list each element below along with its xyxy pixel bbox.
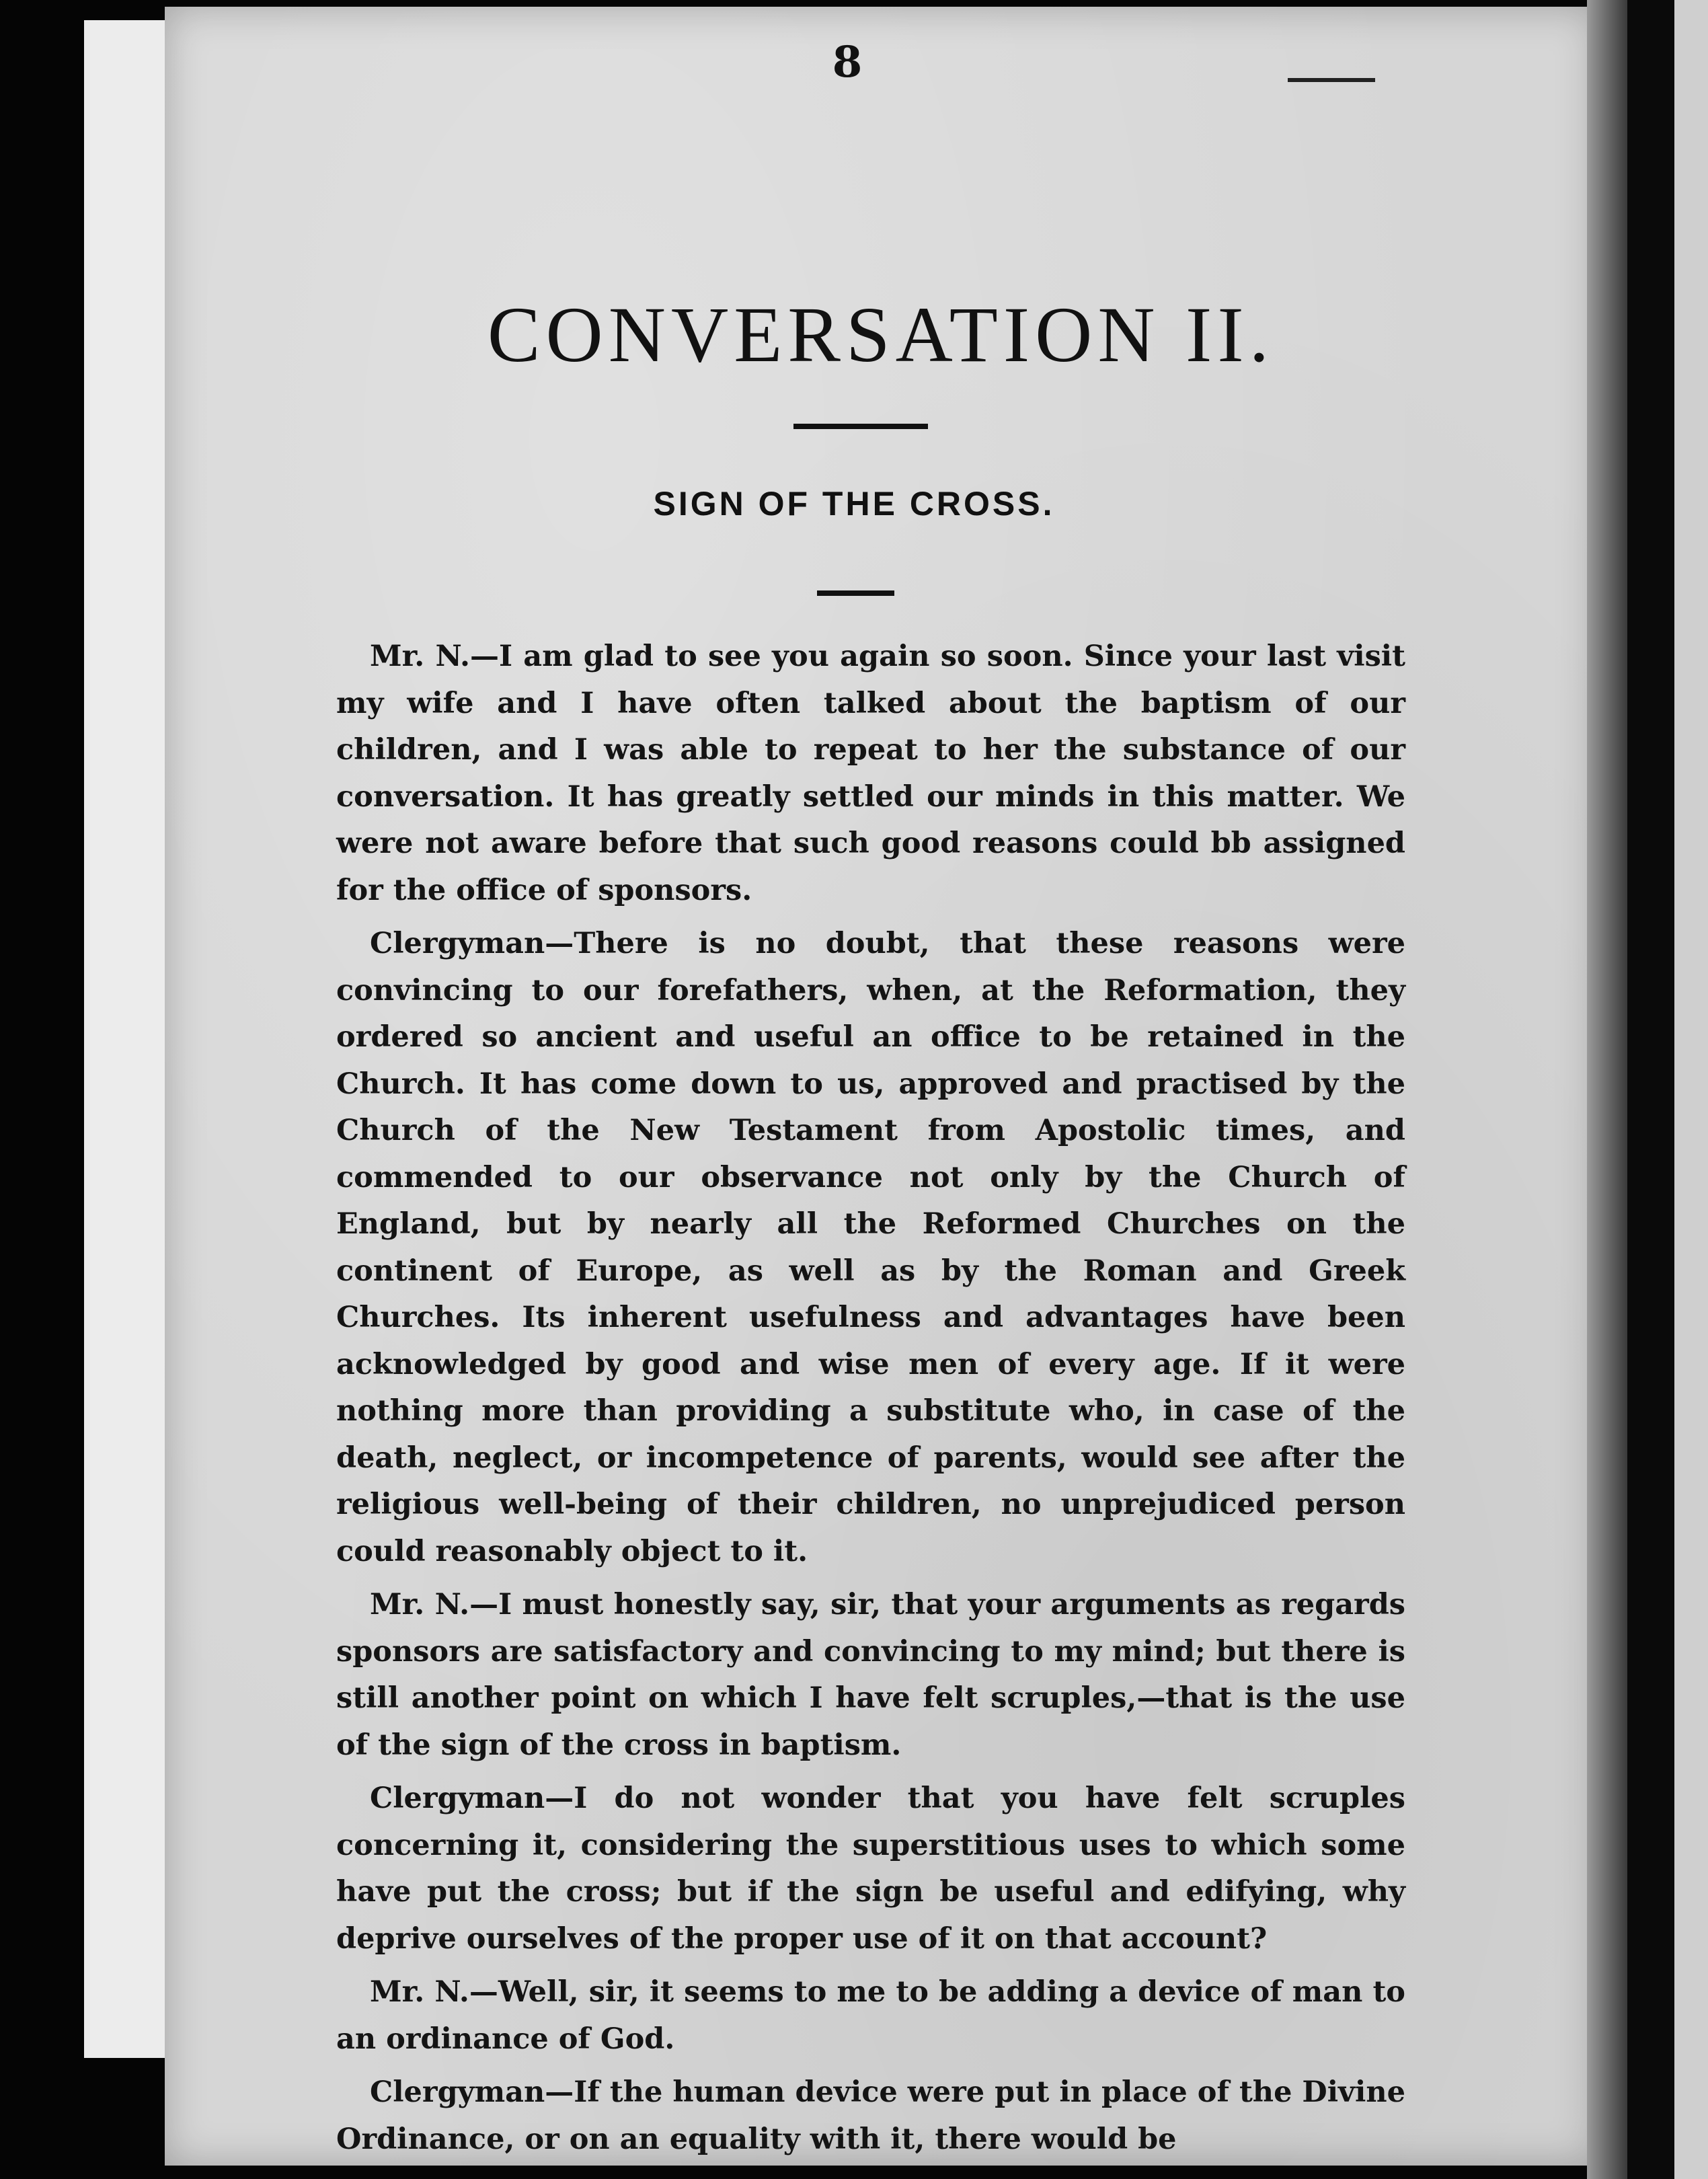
title-rule [793,424,928,429]
corner-mark [1288,67,1375,82]
paragraph: Mr. N.—I am glad to see you again so soon. Since your last visit my wife and I have often talked about the baptism of our children, and I was able to repeat to her the substance of our conversation. It has greatly settled our minds in this matter. We were not aware before that such good reasons could bb assigned for the office of sponsors. [336,640,1405,907]
paragraph: Clergyman—If the human device were put in place of the Divine Ordinance, or on an equality with it, there would be [336,2075,1405,2156]
paragraph: Clergyman—There is no doubt, that these reasons were convincing to our forefathers, when, at the Reformation, they ordered so ancient and useful an office to be retained in the Church. It has come down to us, approved and practised by the Church of the New Testament from Apostolic times, and commended to our observance not only by the Church of England, but by nearly all the Reformed Churches on the continent of Europe, as well as by the Roman and Greek Churches. Its inherent usefulness and advantages have been acknowledged by good and wise men of every age. If it were nothing more than providing a substitute who, in case of the death, neglect, or incompetence of parents, would see after the religious well-being of their children, no unprejudiced person could reasonably object to it. [336,927,1405,1568]
body-text [336,634,1405,2170]
book-gutter-strip [84,20,169,2058]
section-rule [817,590,894,596]
next-page-sliver [1674,0,1708,2179]
paragraph: Mr. N.—Well, sir, it seems to me to be adding a device of man to an ordinance of God. [336,1975,1405,2056]
page-number: 8 [832,37,863,87]
paragraph: Mr. N.—I must honestly say, sir, that your arguments as regards sponsors are satisfactory and convincing to my mind; but there is still another point on which I have felt scruples,—that is the use of the sign of the cross in baptism. [336,1588,1405,1762]
page-edge-shadow [1587,0,1627,2179]
section-title: SIGN OF THE CROSS. [653,485,1055,523]
paragraph: Clergyman—I do not wonder that you have felt scruples concerning it, considering the superstitious uses to which some have put the cross; but if the sign be useful and edifying, why deprive ourselves of the proper use of it on that account? [336,1782,1405,1956]
chapter-title: CONVERSATION II. [487,291,1275,379]
